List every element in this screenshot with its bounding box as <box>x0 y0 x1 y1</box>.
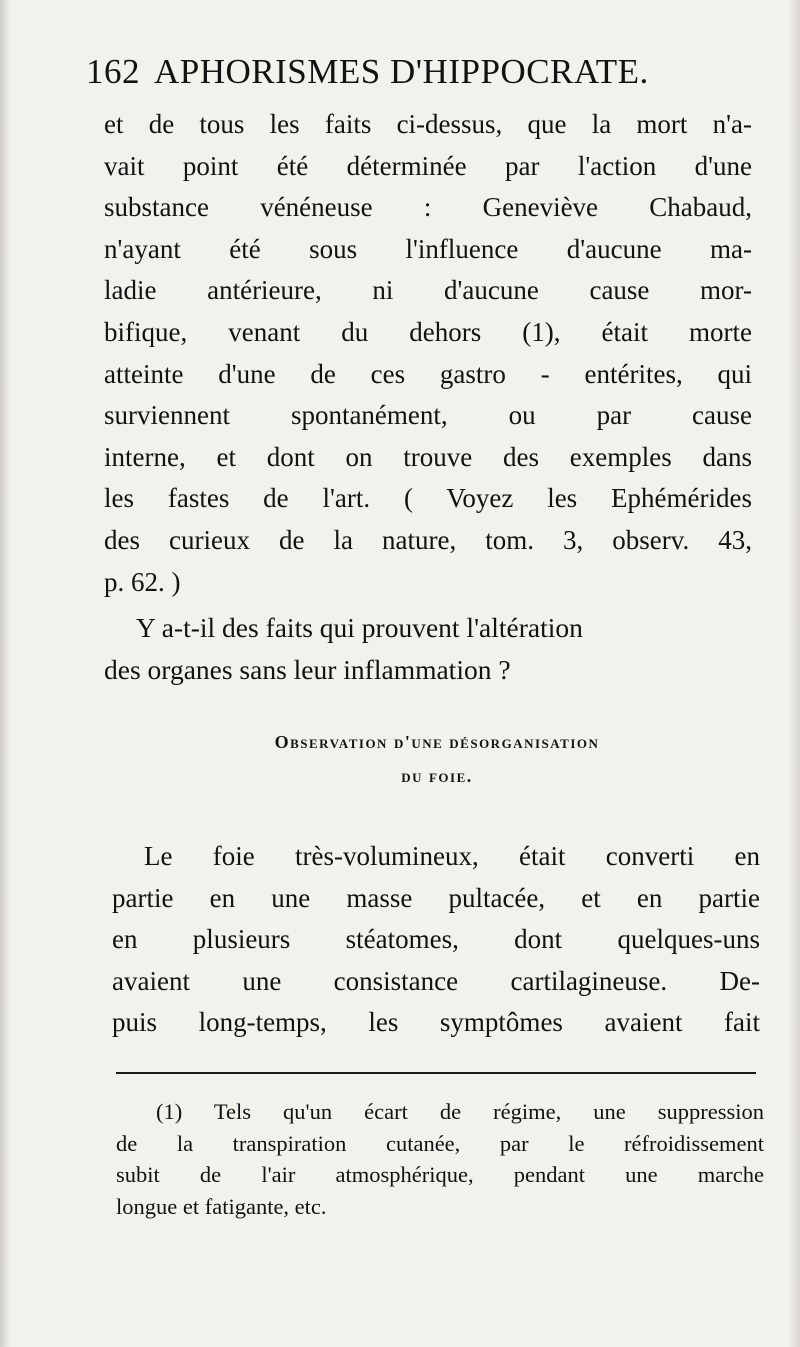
page-number: 162 <box>86 52 140 91</box>
running-header <box>86 52 746 92</box>
text-line: Le foie très-volumineux, était converti en <box>144 841 760 871</box>
page-edge-left <box>0 0 10 1347</box>
paragraph-continued <box>104 104 752 691</box>
text-line: les fastes de l'art. ( Voyez les Ephémérides <box>104 483 752 514</box>
text-line: vait point été déterminée par l'action d'une <box>104 150 752 181</box>
running-title: APHORISMES D'HIPPOCRATE. <box>154 52 649 91</box>
paragraph-observation <box>112 836 760 1044</box>
text-line: partie en une masse pultacée, et en partie <box>112 882 760 913</box>
text-line: surviennent spontanément, ou par cause <box>104 400 752 431</box>
footnote-line: de la transpiration cutanée, par le réfroidissement <box>116 1130 764 1156</box>
footnote-line: subit de l'air atmosphérique, pendant une marche <box>116 1162 764 1187</box>
footnote-line: (1) Tels qu'un écart de régime, une suppression <box>156 1099 764 1124</box>
text-line: interne, et dont on trouve des exemples dans <box>104 441 752 472</box>
text-line: atteinte d'une de ces gastro - entérites, qui <box>104 358 752 389</box>
footnote-line: longue et fatigante, etc. <box>116 1193 327 1219</box>
question-line: des organes sans leur inflammation ? <box>104 654 511 686</box>
section-heading <box>142 725 732 793</box>
text-line: des curieux de la nature, tom. 3, observ. 43, <box>104 524 752 555</box>
section-heading-line: Observation d'une désorganisation <box>274 732 600 752</box>
text-line: puis long-temps, les symptômes avaient fait <box>112 1007 760 1038</box>
text-line: p. 62. ) <box>104 566 181 597</box>
text-line: bifique, venant du dehors (1), était morte <box>104 316 752 347</box>
text-line: et de tous les faits ci-dessus, que la mort n'a- <box>104 109 752 139</box>
text-line: en plusieurs stéatomes, dont quelques-uns <box>112 924 760 955</box>
text-line: substance vénéneuse : Geneviève Chabaud, <box>104 192 752 223</box>
question-line: Y a-t-il des faits qui prouvent l'altération <box>136 612 583 644</box>
section-heading-line: du foie. <box>401 766 473 786</box>
text-line: n'ayant été sous l'influence d'aucune ma- <box>104 233 752 264</box>
text-line: ladie antérieure, ni d'aucune cause mor- <box>104 275 752 306</box>
footnote-rule <box>116 1072 756 1074</box>
footnote <box>116 1096 764 1222</box>
page-edge-right <box>788 0 800 1347</box>
text-line: avaient une consistance cartilagineuse. De- <box>112 965 760 996</box>
